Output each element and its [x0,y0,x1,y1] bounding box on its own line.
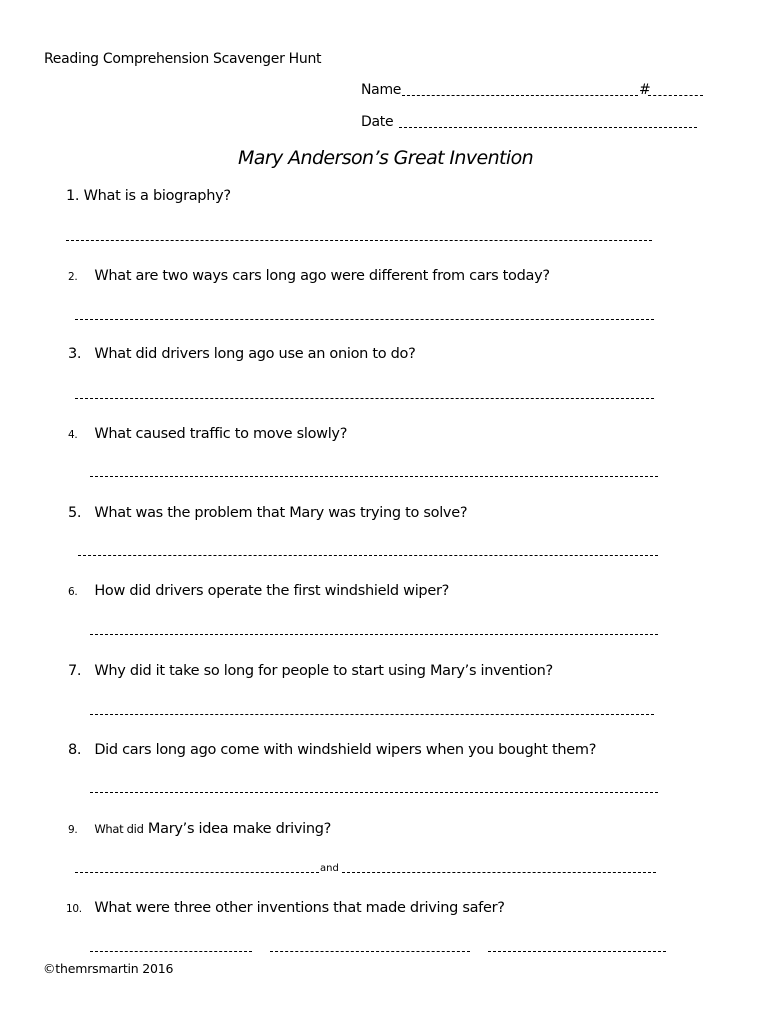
question-6 [68,583,449,599]
question-number: 8. [68,742,82,758]
date-label: Date [361,114,394,130]
story-title: Mary Anderson’s Great Invention [238,147,534,169]
question-text: What caused traffic to move slowly? [94,426,348,442]
answer-line-10b[interactable] [270,951,470,952]
question-text: What was the problem that Mary was trying to solve? [94,505,468,521]
question-7 [68,663,553,679]
name-field[interactable] [402,95,638,96]
question-text: How did drivers operate the first windshield wiper? [94,583,450,599]
question-number: 1. [66,188,80,204]
worksheet-title: Reading Comprehension Scavenger Hunt [44,51,322,67]
answer-line-4[interactable] [90,476,658,477]
answer-line-8[interactable] [90,792,658,793]
question-2 [68,268,550,284]
answer-line-6[interactable] [90,634,658,635]
question-text: Mary’s idea make driving? [147,821,332,837]
answer-line-9b[interactable] [342,872,656,873]
and-connector: and [320,863,339,874]
name-label: Name [361,82,402,98]
question-text: What are two ways cars long ago were different from cars today? [94,268,550,284]
answer-line-10c[interactable] [488,951,666,952]
question-1 [66,188,231,204]
question-text: What is a biography? [83,188,231,204]
answer-line-1[interactable] [66,240,652,241]
answer-line-9a[interactable] [75,872,319,873]
answer-line-2[interactable] [75,319,654,320]
answer-line-3[interactable] [75,398,654,399]
question-number: 6. [68,586,78,598]
question-number: 2. [68,271,78,283]
question-9 [68,821,331,837]
question-number: 7. [68,663,82,679]
question-10 [66,900,505,916]
question-text: Why did it take so long for people to start using Mary’s invention? [94,663,553,679]
question-4 [68,426,347,442]
question-number: 10. [66,903,82,915]
question-5 [68,505,467,521]
number-field[interactable] [648,95,703,96]
question-number: 3. [68,346,82,362]
question-number: 5. [68,505,82,521]
question-8 [68,742,596,758]
date-field[interactable] [399,127,697,128]
question-number: 4. [68,429,78,441]
question-number: 9. [68,824,78,836]
answer-line-5[interactable] [78,555,658,556]
answer-line-10a[interactable] [90,951,252,952]
question-text: What were three other inventions that made driving safer? [94,900,505,916]
answer-line-7[interactable] [90,714,654,715]
question-text: What did drivers long ago use an onion to do? [94,346,416,362]
copyright-text: ©themrsmartin 2016 [43,961,174,976]
number-label: # [639,82,651,98]
question-3 [68,346,416,362]
question-text-prefix: What did [94,822,144,836]
question-text: Did cars long ago come with windshield wipers when you bought them? [94,742,597,758]
